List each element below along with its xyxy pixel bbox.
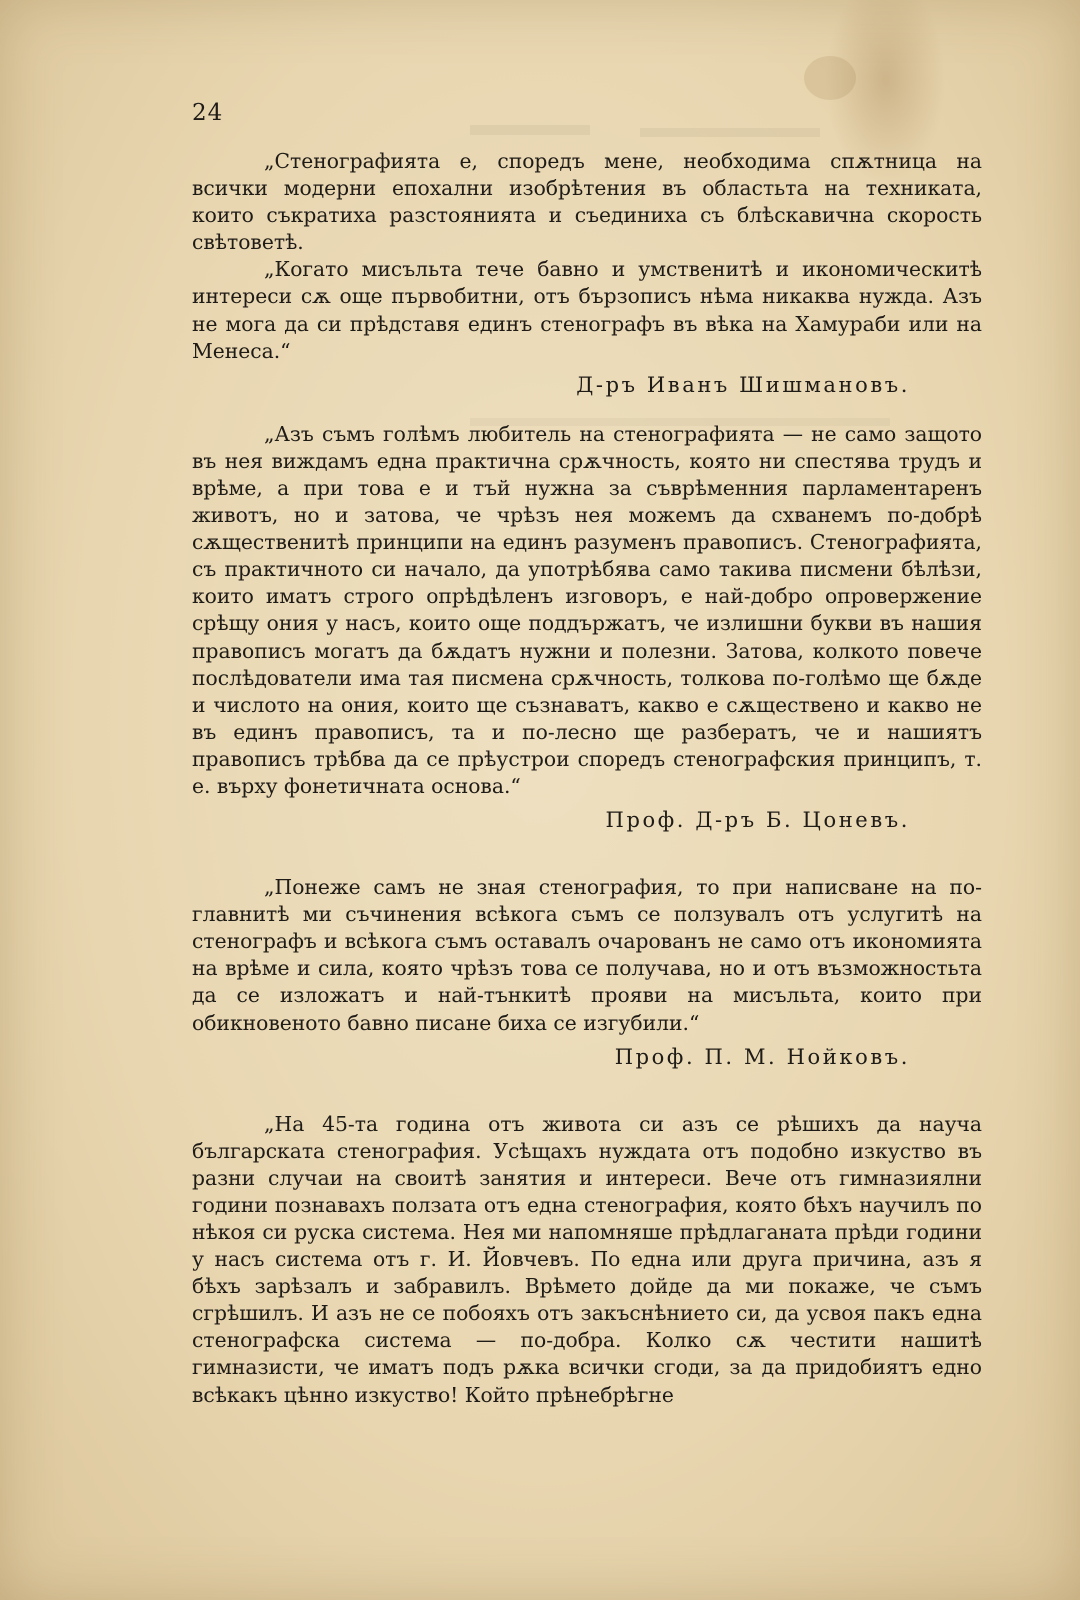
quote-block-fourth bbox=[192, 1111, 982, 1409]
text-column bbox=[192, 100, 982, 1409]
quote-signature: Проф. Д-ръ Б. Цоневъ. bbox=[605, 808, 910, 833]
quote-block-tsonev bbox=[192, 421, 982, 834]
quote-paragraph: „Когато мисъльта тече бавно и умственитѣ и икономическитѣ интереси сѫ още първобитни, отъ бързописъ нѣма никаква нужда. Азъ не мога да си прѣдставя единъ стенографъ въ вѣка на Хамураби или на Менеса.“ bbox=[192, 257, 982, 363]
quote-paragraph: „Стенографията е, споредъ мене, необходима спѫтница на всички модерни епохални изобрѣтения въ областьта на техниката, които съкратиха разстоянията и съединиха съ блѣскавична скорость свѣтоветѣ. bbox=[192, 149, 982, 255]
quote-paragraph: „Понеже самъ не зная стенография, то при написване на по-главнитѣ ми съчинения всѣкога съмъ се ползувалъ отъ услугитѣ на стенографъ и всѣкога съмъ оставалъ очарованъ не само отъ икономията на врѣме и сила, която чрѣзъ това се получава, но и отъ възможностьта да се изложатъ и най-тънкитѣ прояви на мисъльта, които при обикновеното бавно писане биха се изгубили.“ bbox=[192, 875, 982, 1035]
quote-signature: Проф. П. М. Нойковъ. bbox=[614, 1044, 910, 1069]
quote-block-shishmanov bbox=[192, 148, 982, 399]
quote-paragraph: „Азъ съмъ голѣмъ любитель на стенографията — не само защото въ нея виждамъ една практична срѫчность, която ни спестява трудъ и врѣме, а при това е и тъй нужна за съврѣменния парламентаренъ животъ, но и затова, че чрѣзъ нея можемъ да схванемъ по-добрѣ сѫщественитѣ принципи на единъ разуменъ правописъ. Стенографията, съ практичното си начало, да употрѣбява само такива писмени бѣлѣзи, които иматъ строго опрѣдѣленъ изговоръ, е най-добро опровержение срѣщу ония у насъ, които още поддържатъ, че излишни букви въ нашия правописъ могатъ да бѫдатъ нужни и полезни. Затова, колкото повече послѣдователи има тая писмена срѫчность, толкова по-голѣмо ще бѫде и числото на ония, които ще съзнаватъ, какво е сѫществено и какво не въ единъ правописъ, та и по-лесно ще разбератъ, че и нашиятъ правописъ трѣбва да се прѣустрои споредъ стенографския принципъ, т. е. върху фонетичната основа.“ bbox=[192, 421, 982, 798]
quote-paragraph: „На 45-та година отъ живота си азъ се рѣшихъ да науча българската стенография. Усѣщахъ нуждата отъ подобно изкуство въ разни случаи на своитѣ занятия и интереси. Вече отъ гимназиялни години познавахъ ползата отъ една стенография, която бѣхъ научилъ по нѣкоя си руска система. Нея ми напомняше прѣдлаганата прѣди години у насъ система отъ г. И. Йовчевъ. По една или друга причина, азъ я бѣхъ зарѣзалъ и забравилъ. Врѣмето дойде да ми покаже, че съмъ сгрѣшилъ. И азъ не се побояхъ отъ закъснѣнието си, да усвоя пакъ една стенографска система — по-добра. Колко сѫ честити нашитѣ гимназисти, че иматъ подъ рѫка всички сгоди, за да придобиятъ едно всѣкакъ цѣнно изкуство! Който прѣнебрѣгне bbox=[192, 1111, 982, 1407]
page-number: 24 bbox=[192, 100, 224, 126]
quote-signature: Д-ръ Иванъ Шишмановъ. bbox=[576, 372, 910, 397]
quote-block-noykov bbox=[192, 874, 982, 1071]
